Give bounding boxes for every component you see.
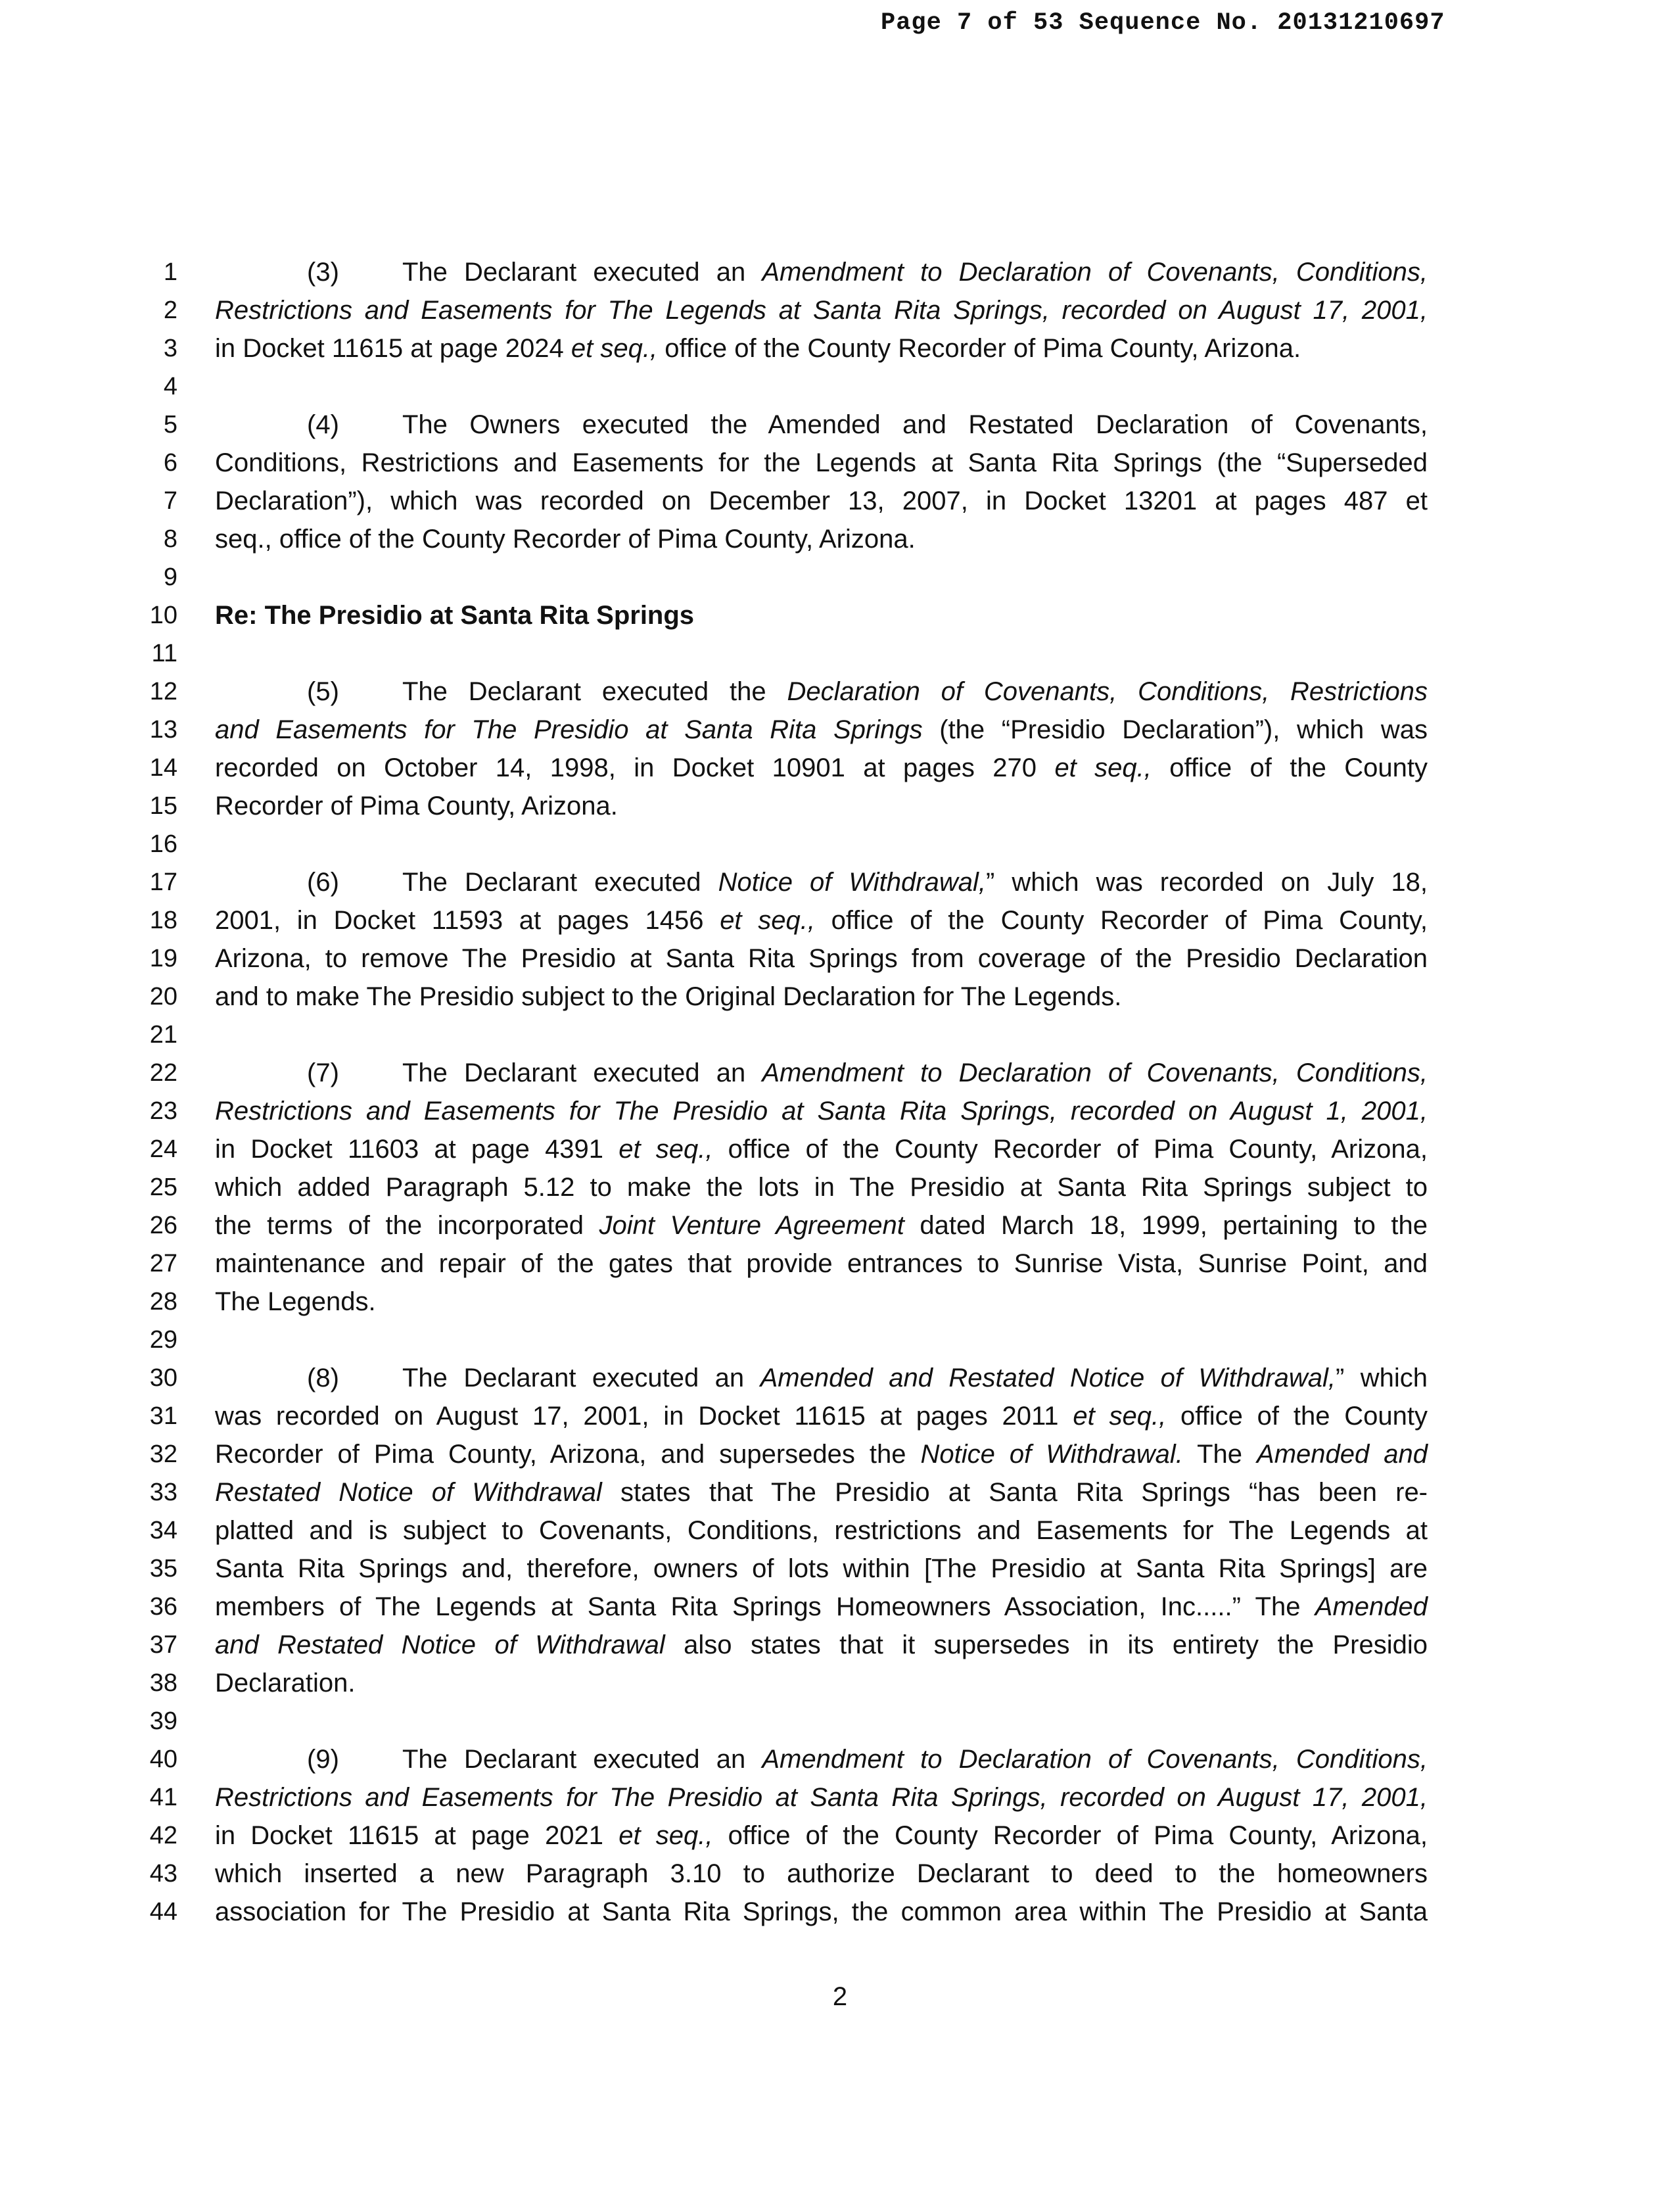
line-number: 21 bbox=[149, 1021, 177, 1049]
p5-italic: Declaration of Covenants, Conditions, Restrictions bbox=[787, 677, 1428, 706]
p9-italic: et seq., bbox=[618, 1821, 713, 1850]
p5-italic: and Easements for The Presidio at Santa Rita Springs bbox=[215, 715, 923, 744]
p7-label: (7) bbox=[307, 1058, 339, 1087]
p8-line-9: Declaration. bbox=[215, 1669, 356, 1698]
line-number: 19 bbox=[149, 945, 177, 972]
line-number: 41 bbox=[149, 1784, 177, 1811]
p8-italic: and Restated Notice of Withdrawal bbox=[215, 1630, 665, 1659]
p8-text: The bbox=[1182, 1440, 1257, 1469]
p7-text: The Declarant executed an bbox=[402, 1058, 762, 1087]
line-number: 2 bbox=[163, 297, 177, 324]
p3-line-1 bbox=[215, 253, 1428, 291]
p7-italic: Restrictions and Easements for The Presidio at Santa Rita Springs, recorded on August 1, 2001, bbox=[215, 1097, 1428, 1126]
p3-italic: et seq., bbox=[571, 334, 658, 363]
line-number: 44 bbox=[149, 1898, 177, 1926]
p7-line-5 bbox=[215, 1206, 1428, 1245]
p5-text: The Declarant executed the bbox=[402, 677, 787, 706]
line-number: 7 bbox=[163, 487, 177, 515]
line-number: 3 bbox=[163, 335, 177, 362]
line-number: 40 bbox=[149, 1746, 177, 1773]
p9-line-4: which inserted a new Paragraph 3.10 to authorize Declarant to deed to the homeowners bbox=[215, 1859, 1428, 1888]
p7-italic: Amendment to Declaration of Covenants, Conditions, bbox=[762, 1058, 1428, 1087]
p7-italic: Joint Venture Agreement bbox=[599, 1211, 904, 1240]
p9-italic: Amendment to Declaration of Covenants, Conditions, bbox=[762, 1745, 1428, 1774]
line-number: 29 bbox=[149, 1326, 177, 1354]
line-number: 27 bbox=[149, 1250, 177, 1277]
line-number: 5 bbox=[163, 411, 177, 439]
p6-text: 2001, in Docket 11593 at pages 1456 bbox=[215, 906, 720, 935]
line-number: 35 bbox=[149, 1555, 177, 1582]
p8-line-7 bbox=[215, 1588, 1428, 1626]
p8-text: The Declarant executed an bbox=[402, 1364, 760, 1392]
p5-text: office of the County bbox=[1151, 753, 1428, 782]
p8-label: (8) bbox=[307, 1364, 339, 1392]
p8-line-6: Santa Rita Springs and, therefore, owners of lots within [The Presidio at Santa Rita Springs] are bbox=[215, 1554, 1428, 1583]
p7-line-4: which added Paragraph 5.12 to make the lots in The Presidio at Santa Rita Springs subject to bbox=[215, 1173, 1428, 1202]
p4-label: (4) bbox=[307, 410, 339, 439]
line-number: 9 bbox=[163, 563, 177, 591]
p7-text: the terms of the incorporated bbox=[215, 1211, 599, 1240]
line-number: 12 bbox=[149, 678, 177, 705]
line-number: 20 bbox=[149, 983, 177, 1010]
p7-line-7: The Legends. bbox=[215, 1287, 376, 1316]
line-number: 28 bbox=[149, 1288, 177, 1316]
p8-text: ” which bbox=[1336, 1364, 1428, 1392]
p8-line-4 bbox=[215, 1473, 1428, 1511]
p5-text: recorded on October 14, 1998, in Docket 10901 at pages 270 bbox=[215, 753, 1055, 782]
p8-line-3 bbox=[215, 1435, 1428, 1473]
line-number: 24 bbox=[149, 1135, 177, 1163]
p8-italic: Restated Notice of Withdrawal bbox=[215, 1478, 602, 1507]
line-number: 10 bbox=[149, 602, 177, 629]
p3-italic: Amendment to Declaration of Covenants, Conditions, bbox=[762, 258, 1428, 287]
p6-text: ” which was recorded on July 18, bbox=[985, 868, 1428, 897]
line-number: 17 bbox=[149, 868, 177, 896]
line-number: 42 bbox=[149, 1822, 177, 1849]
line-number: 16 bbox=[149, 830, 177, 858]
p5-line-1 bbox=[215, 673, 1428, 711]
p7-text: in Docket 11603 at page 4391 bbox=[215, 1135, 619, 1164]
p3-text: office of the County Recorder of Pima County, Arizona. bbox=[657, 334, 1301, 363]
p8-line-1 bbox=[215, 1359, 1428, 1397]
p6-text: office of the County Recorder of Pima County, bbox=[814, 906, 1428, 935]
p9-text: The Declarant executed an bbox=[402, 1745, 762, 1774]
line-number: 31 bbox=[149, 1402, 177, 1430]
p4-text: The Owners executed the Amended and Restated Declaration of Covenants, bbox=[402, 410, 1428, 439]
line-number: 33 bbox=[149, 1479, 177, 1506]
line-number: 43 bbox=[149, 1860, 177, 1888]
line-number: 1 bbox=[163, 258, 177, 286]
line-number: 39 bbox=[149, 1707, 177, 1735]
p3-label: (3) bbox=[307, 258, 339, 287]
p8-text: states that The Presidio at Santa Rita Springs “has been re- bbox=[601, 1478, 1428, 1507]
p6-label: (6) bbox=[307, 868, 339, 897]
line-number: 15 bbox=[149, 792, 177, 820]
p5-line-2 bbox=[215, 711, 1428, 749]
p7-line-3 bbox=[215, 1130, 1428, 1168]
p3-line-2 bbox=[215, 291, 1428, 329]
p4-line-4: seq., office of the County Recorder of Pima County, Arizona. bbox=[215, 525, 916, 554]
p3-italic: Restrictions and Easements for The Legends at Santa Rita Springs, recorded on August 17, 2001, bbox=[215, 296, 1428, 325]
p9-line-2 bbox=[215, 1778, 1428, 1817]
p8-italic: et seq., bbox=[1073, 1402, 1167, 1431]
p5-label: (5) bbox=[307, 677, 339, 706]
line-number: 6 bbox=[163, 449, 177, 477]
p7-text: dated March 18, 1999, pertaining to the bbox=[904, 1211, 1428, 1240]
p7-line-1 bbox=[215, 1054, 1428, 1092]
p8-italic: Amended and Restated Notice of Withdrawal, bbox=[760, 1364, 1336, 1392]
p9-italic: Restrictions and Easements for The Presidio at Santa Rita Springs, recorded on August 17, 2001, bbox=[215, 1783, 1428, 1812]
p8-text: was recorded on August 17, 2001, in Docket 11615 at pages 2011 bbox=[215, 1402, 1073, 1431]
p9-text: office of the County Recorder of Pima County, Arizona, bbox=[712, 1821, 1428, 1850]
line-number: 23 bbox=[149, 1097, 177, 1125]
p7-line-6: maintenance and repair of the gates that provide entrances to Sunrise Vista, Sunrise Point, and bbox=[215, 1249, 1428, 1278]
line-number: 13 bbox=[149, 716, 177, 744]
line-number: 26 bbox=[149, 1212, 177, 1239]
p5-text: (the “Presidio Declaration”), which was bbox=[922, 715, 1428, 744]
p9-label: (9) bbox=[307, 1745, 339, 1774]
line-number: 34 bbox=[149, 1517, 177, 1544]
p9-text: in Docket 11615 at page 2021 bbox=[215, 1821, 619, 1850]
line-number: 18 bbox=[149, 907, 177, 934]
p6-line-1 bbox=[215, 863, 1428, 901]
line-number: 22 bbox=[149, 1059, 177, 1087]
line-number: 11 bbox=[151, 640, 177, 667]
line-number: 14 bbox=[149, 754, 177, 782]
p4-line-2: Conditions, Restrictions and Easements for the Legends at Santa Rita Springs (the “Superseded bbox=[215, 448, 1428, 477]
footer-page-number: 2 bbox=[832, 1982, 848, 2011]
line-number: 25 bbox=[149, 1174, 177, 1201]
p9-line-1 bbox=[215, 1740, 1428, 1778]
p8-text: Recorder of Pima County, Arizona, and supersedes the bbox=[215, 1440, 921, 1469]
line-number: 30 bbox=[149, 1364, 177, 1392]
p6-line-2 bbox=[215, 901, 1428, 939]
p9-line-3 bbox=[215, 1817, 1428, 1855]
p8-text: also states that it supersedes in its entirety the Presidio bbox=[665, 1630, 1428, 1659]
section-heading: Re: The Presidio at Santa Rita Springs bbox=[215, 601, 695, 630]
p4-line-1 bbox=[215, 406, 1428, 444]
p8-line-2 bbox=[215, 1397, 1428, 1435]
p6-italic: et seq., bbox=[720, 906, 815, 935]
p8-italic: Amended bbox=[1315, 1592, 1428, 1621]
line-number: 4 bbox=[163, 373, 177, 400]
p8-text: members of The Legends at Santa Rita Springs Homeowners Association, Inc.....” The bbox=[215, 1592, 1315, 1621]
page-sequence-header: Page 7 of 53 Sequence No. 20131210697 bbox=[881, 9, 1445, 37]
line-number: 8 bbox=[163, 525, 177, 553]
p7-italic: et seq., bbox=[618, 1135, 713, 1164]
p6-line-4: and to make The Presidio subject to the Original Declaration for The Legends. bbox=[215, 982, 1122, 1011]
p8-line-8 bbox=[215, 1626, 1428, 1664]
p8-italic: Notice of Withdrawal. bbox=[920, 1440, 1183, 1469]
p5-italic: et seq., bbox=[1054, 753, 1152, 782]
line-number: 32 bbox=[149, 1440, 177, 1468]
p8-italic: Amended and bbox=[1257, 1440, 1428, 1469]
p6-text: The Declarant executed bbox=[402, 868, 718, 897]
p3-text: The Declarant executed an bbox=[402, 258, 762, 287]
p9-line-5: association for The Presidio at Santa Rita Springs, the common area within The Presidio at Santa bbox=[215, 1897, 1428, 1926]
p4-line-3: Declaration”), which was recorded on December 13, 2007, in Docket 13201 at pages 487 et bbox=[215, 487, 1428, 515]
p7-text: office of the County Recorder of Pima County, Arizona, bbox=[712, 1135, 1428, 1164]
p3-line-3 bbox=[215, 329, 1428, 368]
p6-italic: Notice of Withdrawal, bbox=[718, 868, 986, 897]
p6-line-3: Arizona, to remove The Presidio at Santa Rita Springs from coverage of the Presidio Declaration bbox=[215, 944, 1428, 973]
p7-line-2 bbox=[215, 1092, 1428, 1130]
line-number: 38 bbox=[149, 1669, 177, 1697]
line-number: 37 bbox=[149, 1631, 177, 1659]
p8-text: office of the County bbox=[1166, 1402, 1428, 1431]
p5-line-3 bbox=[215, 749, 1428, 787]
p5-line-4: Recorder of Pima County, Arizona. bbox=[215, 792, 618, 820]
p8-line-5: platted and is subject to Covenants, Conditions, restrictions and Easements for The Legends at bbox=[215, 1516, 1428, 1545]
line-number: 36 bbox=[149, 1593, 177, 1621]
p3-text: in Docket 11615 at page 2024 bbox=[215, 334, 571, 363]
